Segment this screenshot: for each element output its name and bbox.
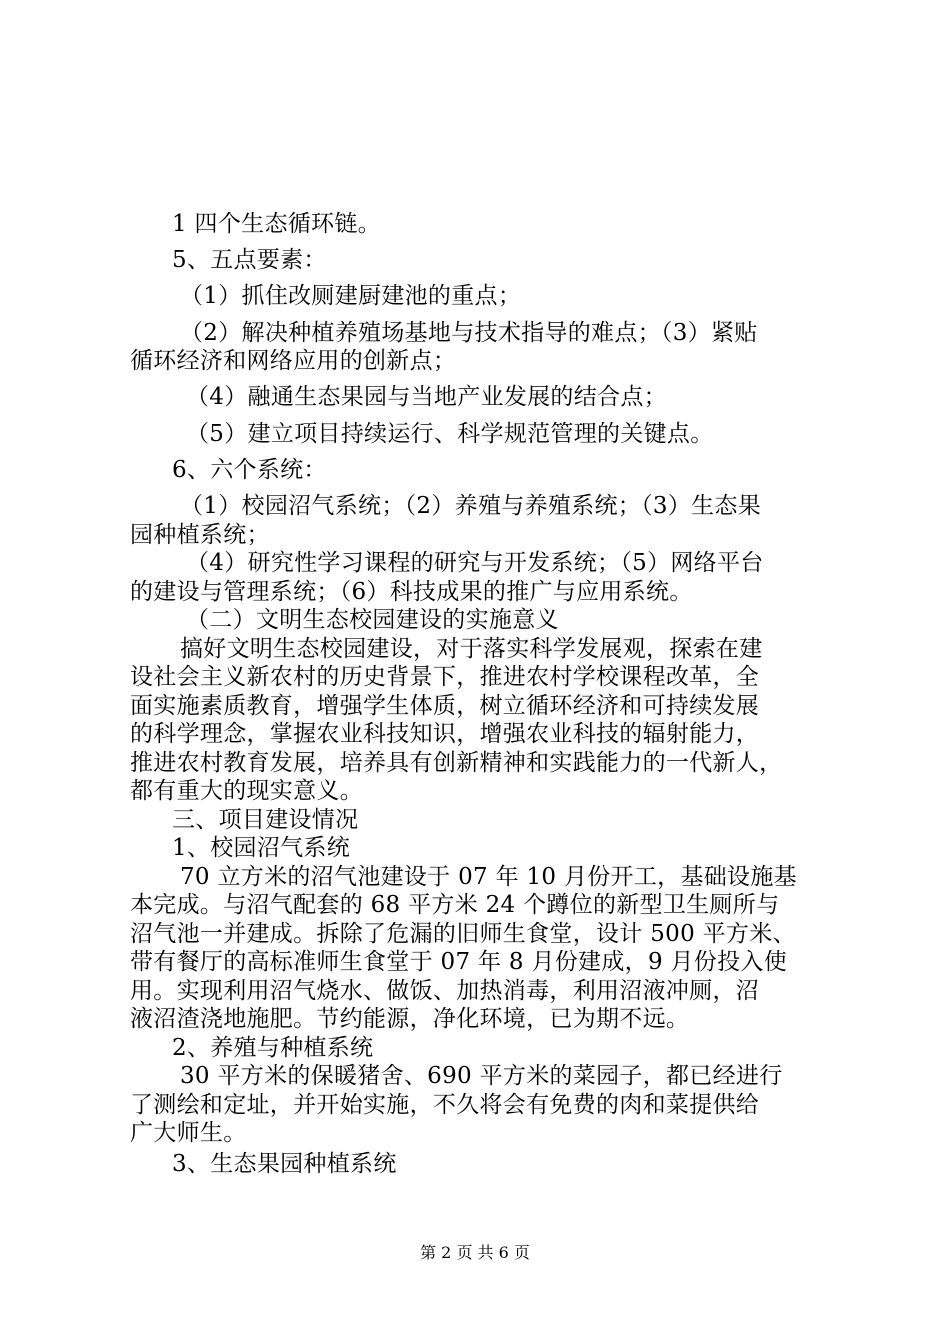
text-line: 1 四个生态循环链。 bbox=[172, 211, 381, 237]
text-line: （1）抓住改厕建厨建池的重点； bbox=[180, 283, 522, 309]
text-line: 的建设与管理系统；（6）科技成果的推广与应用系统。 bbox=[130, 579, 693, 605]
text-line: 推进农村教育发展，培养具有创新精神和实践能力的一代新人， bbox=[130, 750, 783, 776]
text-line: 5、五点要素： bbox=[172, 247, 327, 273]
text-line: （二）文明生态校园建设的实施意义 bbox=[186, 607, 559, 633]
text-line: （1）校园沼气系统；（2）养殖与养殖系统；（3）生态果 bbox=[180, 493, 761, 519]
text-line: 都有重大的现实意义。 bbox=[130, 778, 363, 804]
text-line: （2）解决种植养殖场基地与技术指导的难点；（3）紧贴 bbox=[180, 320, 758, 346]
text-line: 沼气池一并建成。拆除了危漏的旧师生食堂，设计 500 平方米、 bbox=[130, 921, 796, 947]
text-line: 本完成。与沼气配套的 68 平方米 24 个蹲位的新型卫生厕所与 bbox=[130, 892, 780, 918]
text-line: 1、校园沼气系统 bbox=[172, 835, 351, 861]
text-line: 面实施素质教育，增强学生体质，树立循环经济和可持续发展 bbox=[130, 693, 760, 719]
text-line: 园种植系统； bbox=[130, 522, 270, 548]
text-line: 70 立方米的沼气池建设于 07 年 10 月份开工，基础设施基 bbox=[180, 864, 797, 890]
text-line: 的科学理念，掌握农业科技知识，增强农业科技的辐射能力， bbox=[130, 721, 760, 747]
text-line: 搞好文明生态校园建设，对于落实科学发展观，探索在建 bbox=[180, 636, 763, 662]
text-line: （4）融通生态果园与当地产业发展的结合点； bbox=[186, 384, 667, 410]
text-line: （5）建立项目持续运行、科学规范管理的关键点。 bbox=[186, 421, 714, 447]
text-line: 广大师生。 bbox=[130, 1120, 247, 1146]
text-line: 2、养殖与种植系统 bbox=[172, 1035, 374, 1061]
text-line: 6、六个系统： bbox=[172, 457, 327, 483]
text-line: （4）研究性学习课程的研究与开发系统；（5）网络平台 bbox=[186, 550, 764, 576]
text-line: 30 平方米的保暖猪舍、690 平方米的菜园子，都已经进行 bbox=[180, 1063, 783, 1089]
text-line: 设社会主义新农村的历史背景下，推进农村学校课程改革，全 bbox=[130, 664, 760, 690]
text-line: 液沼渣浇地施肥。节约能源，净化环境，已为期不远。 bbox=[130, 1006, 690, 1032]
text-line: 循环经济和网络应用的创新点； bbox=[130, 348, 457, 374]
text-line: 用。实现利用沼气烧水、做饭、加热消毒，利用沼液冲厕，沼 bbox=[130, 978, 760, 1004]
text-line: 3、生态果园种植系统 bbox=[172, 1151, 397, 1177]
text-line: 三、项目建设情况 bbox=[172, 807, 359, 833]
text-line: 了测绘和定址，并开始实施，不久将会有免费的肉和菜提供给 bbox=[130, 1092, 760, 1118]
text-line: 带有餐厅的高标准师生食堂于 07 年 8 月份建成，9 月份投入使 bbox=[130, 949, 787, 975]
page-number-footer: 第 2 页 共 6 页 bbox=[420, 1243, 530, 1262]
